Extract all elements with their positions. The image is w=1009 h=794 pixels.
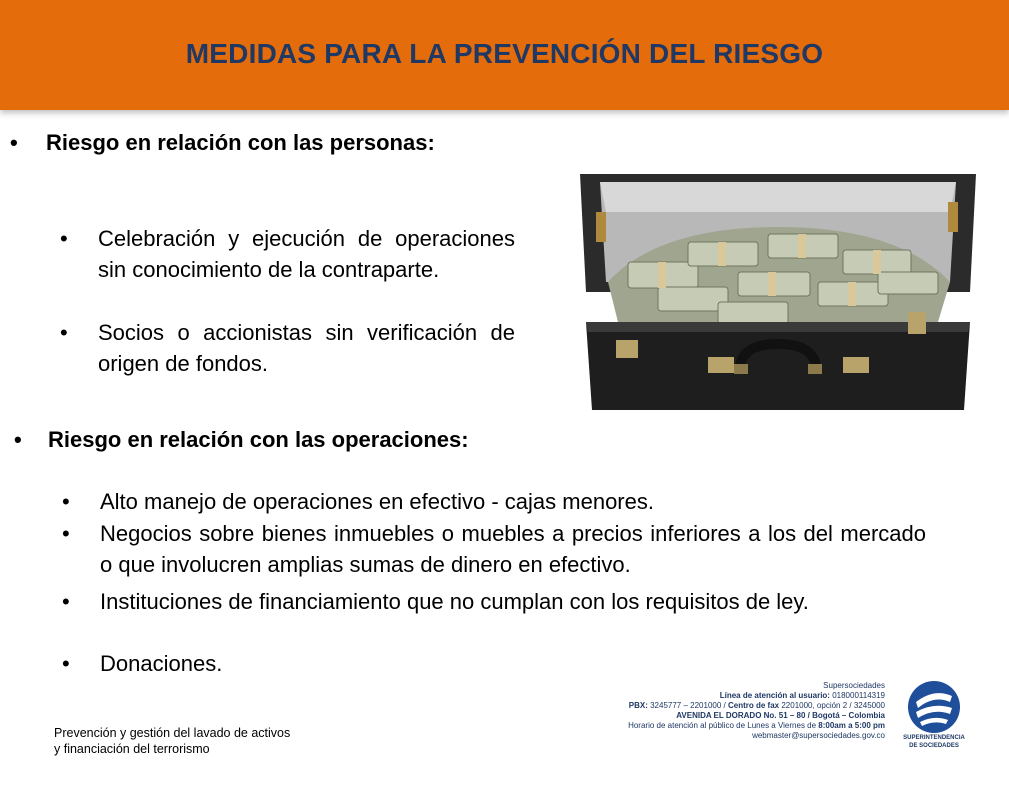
briefcase-money-icon bbox=[578, 172, 976, 412]
list-item-text: Celebración y ejecución de operaciones sin conocimiento de la contraparte. bbox=[98, 226, 515, 282]
contact-fax-value: 2201000, opción 2 / 3245000 bbox=[781, 701, 885, 710]
bullet: • bbox=[60, 226, 68, 251]
contact-pbx-value: 3245777 – 2201000 / bbox=[650, 701, 726, 710]
list-item-text: Donaciones. bbox=[100, 651, 223, 676]
bullet: • bbox=[14, 427, 22, 452]
bullet: • bbox=[60, 320, 68, 345]
list-item bbox=[62, 518, 926, 580]
contact-address: AVENIDA EL DORADO No. 51 – 80 / Bogotá – Colombia bbox=[676, 711, 885, 720]
list-item bbox=[60, 223, 515, 285]
bullet: • bbox=[62, 589, 70, 614]
list-item bbox=[62, 486, 926, 517]
contact-block bbox=[628, 681, 885, 741]
contact-org: Supersociedades bbox=[823, 681, 885, 690]
list-item-text: Negocios sobre bienes inmuebles o muebles a precios inferiores a los del mercado o que involucren amplias sumas de dinero en efectivo. bbox=[100, 521, 926, 577]
heading-operaciones-text: Riesgo en relación con las operaciones: bbox=[48, 427, 469, 452]
list-item bbox=[62, 586, 926, 617]
contact-pbx-label: PBX: bbox=[628, 701, 648, 710]
heading-personas-text: Riesgo en relación con las personas: bbox=[46, 130, 435, 155]
contact-email[interactable]: webmaster@supersociedades.gov.co bbox=[752, 731, 885, 740]
footer-line-2: y financiación del terrorismo bbox=[54, 742, 210, 756]
list-item bbox=[62, 648, 926, 679]
footer-line-1: Prevención y gestión del lavado de activos bbox=[54, 726, 291, 740]
logo-line-2: DE SOCIEDADES bbox=[909, 743, 959, 749]
bullet: • bbox=[62, 521, 70, 546]
list-item bbox=[60, 317, 515, 379]
list-item-text: Alto manejo de operaciones en efectivo - cajas menores. bbox=[100, 489, 654, 514]
contact-line-label: Línea de atención al usuario: bbox=[719, 691, 830, 700]
list-item-text: Socios o accionistas sin verificación de origen de fondos. bbox=[98, 320, 515, 376]
contact-hours-text: Horario de atención al público de Lunes a Viernes de bbox=[628, 721, 817, 730]
bullet: • bbox=[62, 489, 70, 514]
header-bar bbox=[0, 0, 1009, 110]
logo-line-1: SUPERINTENDENCIA bbox=[903, 735, 965, 741]
page-title: MEDIDAS PARA LA PREVENCIÓN DEL RIESGO bbox=[185, 38, 824, 69]
bullet: • bbox=[10, 130, 18, 155]
contact-line-value: 018000114319 bbox=[832, 691, 885, 700]
contact-hours-value: 8:00am a 5:00 pm bbox=[818, 721, 885, 730]
heading-personas bbox=[10, 128, 515, 157]
supersociedades-logo-icon bbox=[904, 680, 964, 734]
heading-operaciones bbox=[14, 425, 614, 454]
bullet: • bbox=[62, 651, 70, 676]
list-item-text: Instituciones de financiamiento que no cumplan con los requisitos de ley. bbox=[100, 589, 809, 614]
footer-caption bbox=[54, 725, 290, 757]
logo-text bbox=[894, 734, 974, 750]
contact-fax-label: Centro de fax bbox=[727, 701, 780, 710]
